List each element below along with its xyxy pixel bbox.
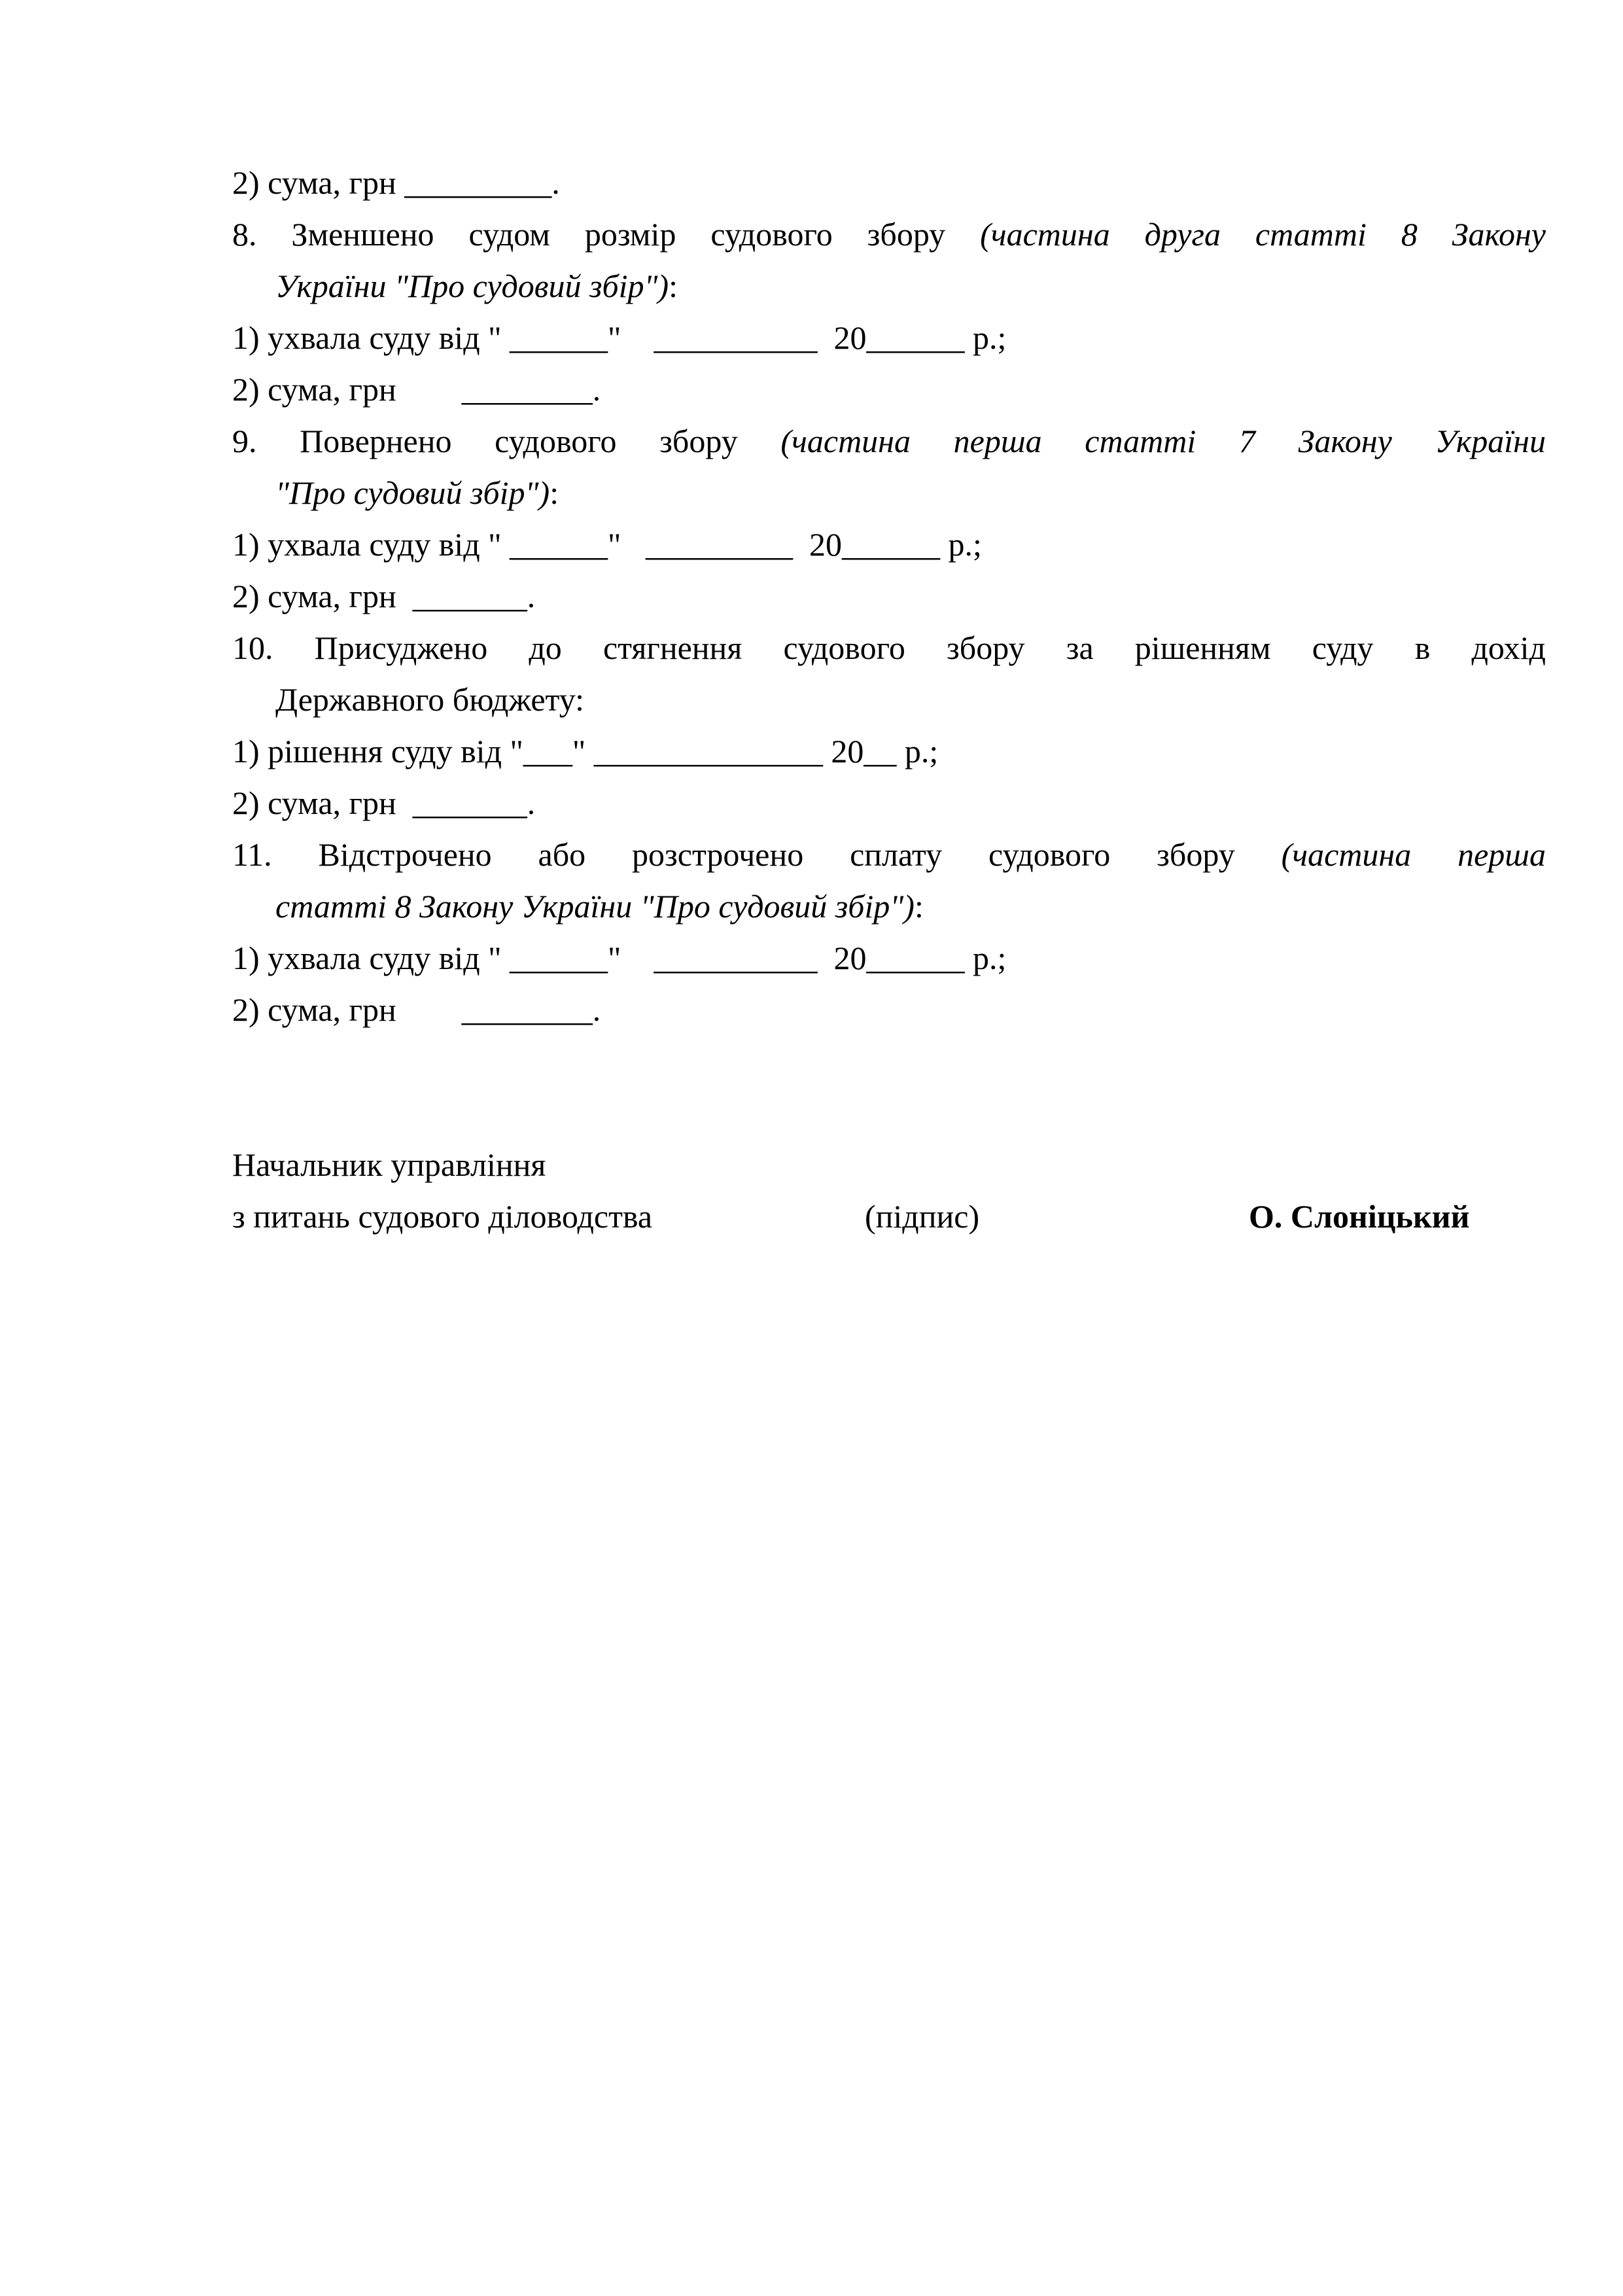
signature-row (232, 1191, 1546, 1243)
form-line-item9-heading-cont (232, 467, 1546, 519)
form-line-item8-ruling (232, 312, 1546, 364)
signatory-name: О. Слоніцький (1249, 1198, 1470, 1235)
form-text: 8. Зменшено судом розмір судового збору (232, 216, 981, 253)
form-line-item8-sum (232, 364, 1546, 415)
form-text: 2) сума, грн _________. (232, 164, 560, 201)
legal-citation: України "Про судовий збір") (275, 268, 669, 304)
signatory-title-line1 (232, 1139, 1546, 1191)
form-blank-line: 2) сума, грн ________. (232, 371, 601, 408)
form-line-item10-decision (232, 726, 1546, 777)
legal-citation: (частина друга статті 8 Закону (980, 216, 1546, 253)
legal-citation: (частина перша статті 7 Закону України (780, 423, 1546, 459)
form-line-item9-sum (232, 571, 1546, 622)
form-line-item10-heading (232, 622, 1546, 674)
form-line-item8-heading (232, 209, 1546, 260)
signature-placeholder: (підпис) (865, 1198, 980, 1235)
form-blank-line: 1) ухвала суду від " ______" __________ 20______ р.; (232, 319, 1007, 356)
form-blank-line: 2) сума, грн _______. (232, 578, 536, 614)
form-blank-line: 1) ухвала суду від " ______" _________ 20______ р.; (232, 526, 982, 563)
form-line-item10-heading-cont (232, 674, 1546, 726)
form-line-item7-sum (232, 157, 1546, 209)
form-line-item11-ruling (232, 932, 1546, 984)
signatory-title-text: Начальник управління (232, 1146, 546, 1183)
legal-citation: "Про судовий збір") (275, 474, 550, 511)
legal-citation: статті 8 Закону України "Про судовий збір") (275, 888, 915, 925)
form-blank-line: 1) ухвала суду від " ______" __________ 20______ р.; (232, 940, 1007, 976)
legal-citation: (частина перша (1281, 836, 1546, 873)
form-text: : (669, 268, 678, 304)
form-text: 9. Повернено судового збору (232, 423, 781, 459)
form-text: 11. Відстрочено або розстрочено сплату судового збору (232, 836, 1282, 873)
form-line-item11-heading-cont (232, 881, 1546, 932)
form-text: : (550, 474, 559, 511)
form-line-item10-sum (232, 777, 1546, 829)
form-line-item11-heading (232, 829, 1546, 881)
form-text: 10. Присуджено до стягнення судового збору за рішенням суду в дохід (232, 629, 1546, 666)
form-line-item11-sum (232, 984, 1546, 1036)
form-text: : (914, 888, 924, 925)
form-text: Державного бюджету: (275, 681, 584, 718)
form-line-item9-heading (232, 415, 1546, 467)
form-blank-line: 1) рішення суду від "___" ______________ 20__ р.; (232, 733, 939, 769)
form-line-item9-ruling (232, 519, 1546, 571)
signatory-title-line2: з питань судового діловодства (232, 1198, 653, 1235)
form-blank-line: 2) сума, грн _______. (232, 785, 536, 821)
form-line-item8-heading-cont (232, 260, 1546, 312)
form-blank-line: 2) сума, грн ________. (232, 991, 601, 1028)
